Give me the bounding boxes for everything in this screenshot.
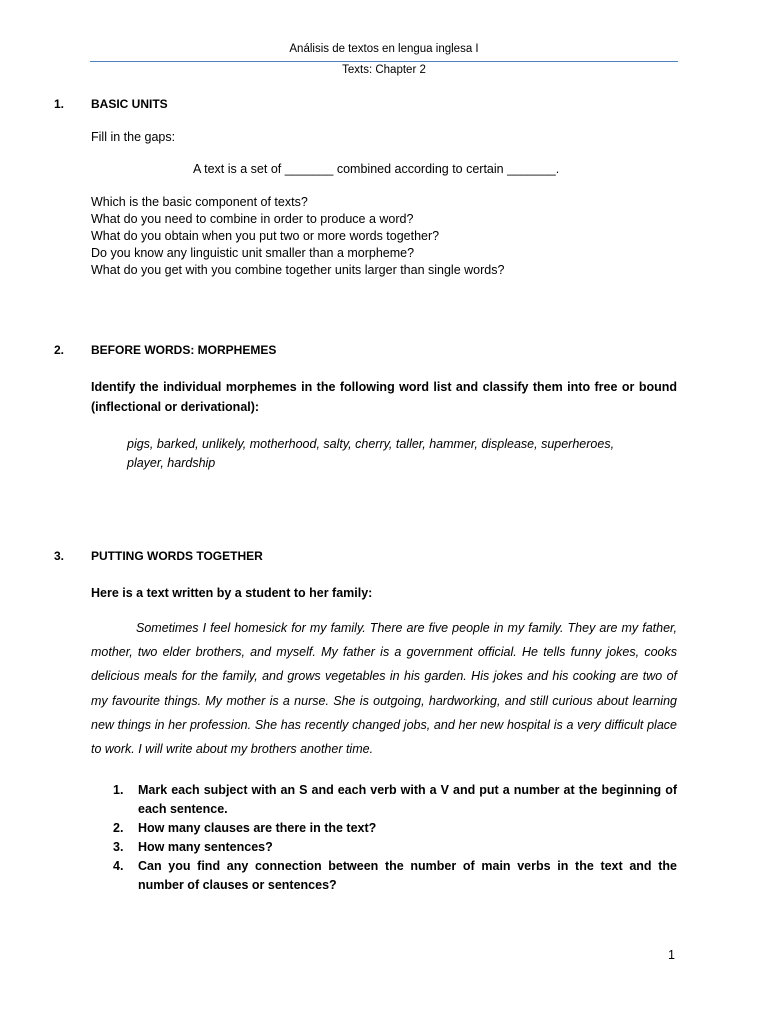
header-title: Análisis de textos en lengua inglesa I	[289, 43, 479, 55]
page-number: 1	[668, 948, 675, 962]
section-2-number: 2.	[54, 343, 65, 357]
task-number: 1.	[113, 783, 124, 797]
task-item	[91, 857, 677, 895]
question-item: Do you know any linguistic unit smaller than a morpheme?	[91, 246, 415, 260]
task-item	[91, 819, 677, 838]
section-1-instruction: Fill in the gaps:	[91, 130, 176, 144]
question-item: Which is the basic component of texts?	[91, 195, 308, 209]
header-divider	[90, 61, 678, 62]
task-text: How many clauses are there in the text?	[138, 821, 377, 835]
gap-sentence: A text is a set of _______ combined according to certain _______.	[193, 162, 560, 176]
question-list	[91, 194, 504, 279]
section-2-instruction: Identify the individual morphemes in the following word list and classify them into free or bound (inflectional or derivational):	[91, 380, 677, 414]
section-2-title: BEFORE WORDS: MORPHEMES	[91, 343, 277, 357]
question-item: What do you obtain when you put two or more words together?	[91, 229, 440, 243]
header-subtitle: Texts: Chapter 2	[342, 64, 426, 76]
task-number: 4.	[113, 859, 124, 873]
task-list	[91, 781, 677, 895]
section-1-number: 1.	[54, 97, 65, 111]
task-text: Can you find any connection between the number of main verbs in the text and the number of clauses or sentences?	[138, 859, 677, 892]
task-number: 2.	[113, 821, 124, 835]
section-3-number: 3.	[54, 549, 65, 563]
student-text: Sometimes I feel homesick for my family. There are five people in my family. They are my father, mother, two elder brothers, and myself. My father is a government official. He tells funny jokes, cooks delicious meals for the family, and grows vegetables in his garden. His jokes and his cooking are two of my favourite things. My mother is a nurse. She is outgoing, hardworking, and still curious about learning new things in her profession. She has recently changed jobs, and her new hospital is a very difficult place to work. I will write about my brothers another time.	[91, 621, 677, 757]
section-3-title: PUTTING WORDS TOGETHER	[91, 549, 263, 563]
task-text: How many sentences?	[138, 840, 273, 854]
word-list: pigs, barked, unlikely, motherhood, salty, cherry, taller, hammer, displease, superheroes, player, hardship	[127, 437, 615, 470]
task-number: 3.	[113, 840, 124, 854]
task-text: Mark each subject with an S and each verb with a V and put a number at the beginning of each sentence.	[138, 783, 677, 816]
section-1-title: BASIC UNITS	[91, 97, 168, 111]
task-item	[91, 838, 677, 857]
question-item: What do you get with you combine together units larger than single words?	[91, 263, 505, 277]
section-3-intro: Here is a text written by a student to her family:	[91, 586, 373, 600]
task-item	[91, 781, 677, 819]
question-item: What do you need to combine in order to produce a word?	[91, 212, 414, 226]
